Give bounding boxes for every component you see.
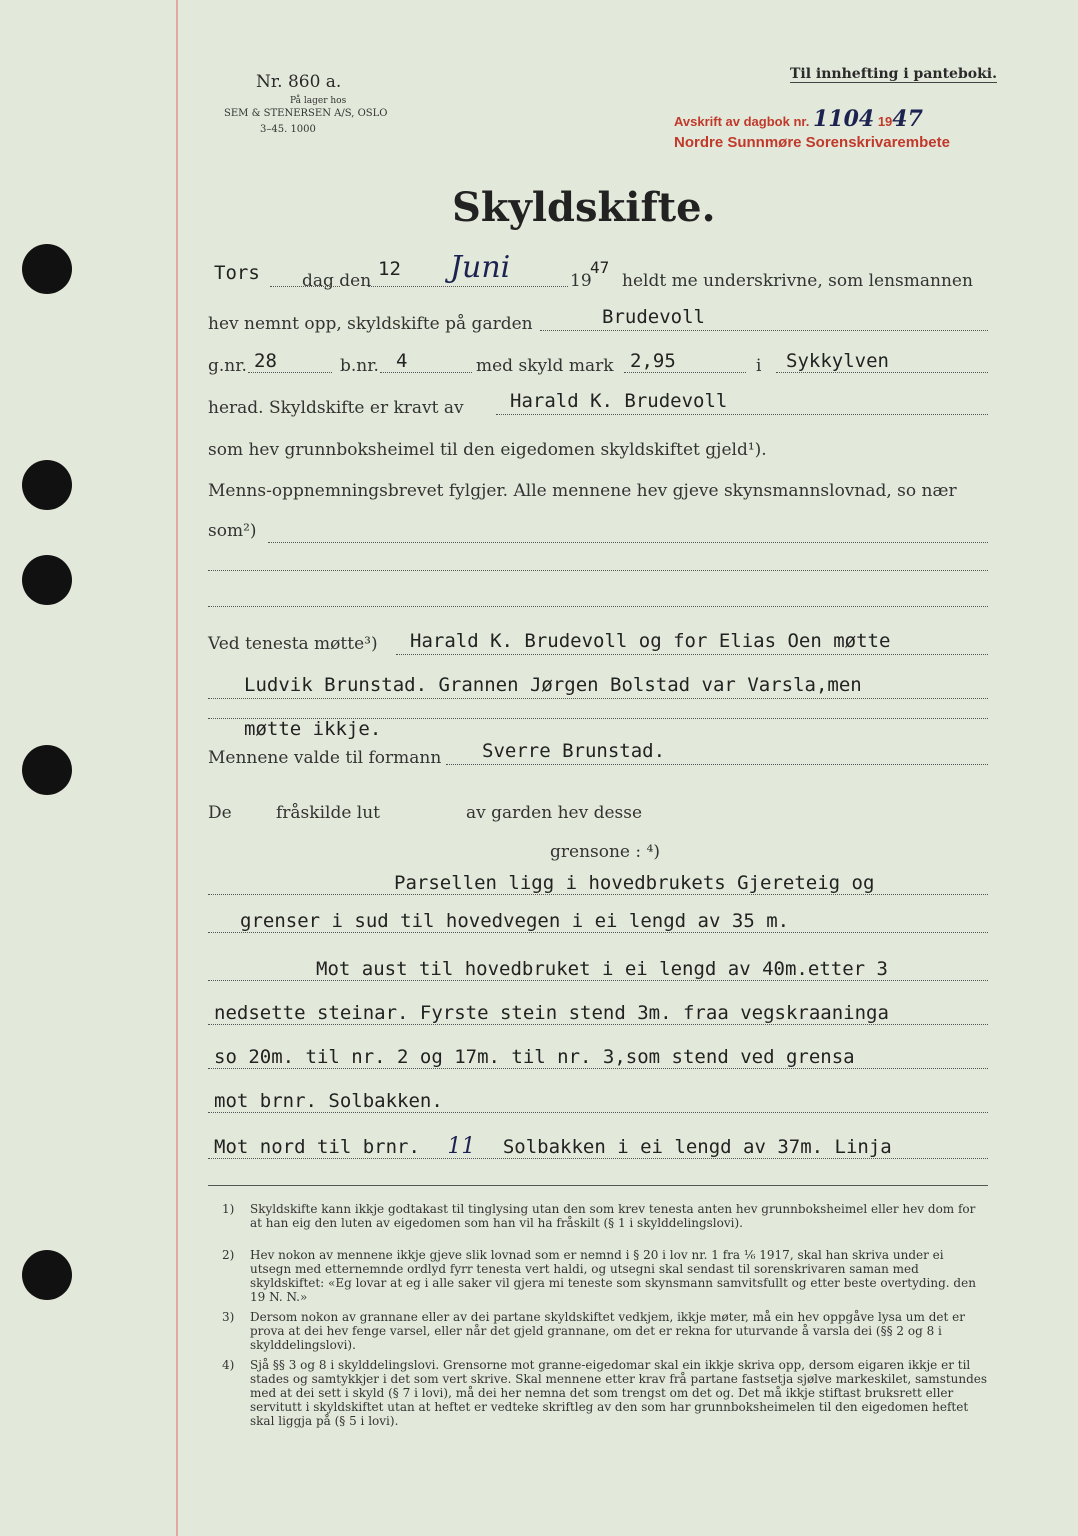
label: herad. Skyldskifte er kravt av bbox=[208, 398, 464, 418]
gnr-value: 28 bbox=[254, 350, 277, 372]
printer-line: På lager hos bbox=[290, 96, 347, 106]
boundary-line: grenser i sud til hovedvegen i ei lengd av 35 m. bbox=[240, 910, 790, 932]
label: grensone : ⁴) bbox=[550, 842, 660, 862]
footnote-2: Hev nokon av mennene ikkje gjeve slik lovnad som er nemnd i § 20 i lov nr. 1 fra ⅙ 1917, skal han skriva under ei utsegn med etternemnde ordlyd fyrr tenesta vert haldi, og utsegni skal sendast til sorenskrivaren saman med skyldskiftet: «Eg lovar at eg i alle saker vil gjera mi teneste som skynsmann samvitsfullt og etter beste overtyding. den 19 N. N.» bbox=[250, 1248, 976, 1304]
punch-hole bbox=[22, 244, 72, 294]
attendance-line: møtte ikkje. bbox=[244, 718, 382, 740]
label: dag den bbox=[302, 271, 372, 291]
chairman-name: Sverre Brunstad. bbox=[482, 740, 666, 762]
punch-hole bbox=[22, 745, 72, 795]
label: av garden hev desse bbox=[466, 803, 643, 823]
boundary-line: Mot nord til brnr. 11 Solbakken i ei lengd av 37m. Linja bbox=[214, 1134, 892, 1159]
label: De bbox=[208, 803, 232, 823]
footnote-marker: 3) bbox=[222, 1310, 235, 1324]
attendance-line: Harald K. Brudevoll og for Elias Oen møtte bbox=[410, 630, 891, 652]
label: 19 bbox=[570, 271, 592, 291]
label: som²) bbox=[208, 521, 257, 541]
label: Ved tenesta møtte³) bbox=[208, 634, 378, 654]
day-name: Tors bbox=[214, 262, 260, 284]
label: hev nemnt opp, skyldskifte på garden bbox=[208, 314, 533, 334]
year: 47 bbox=[590, 258, 610, 277]
label: fråskilde lut bbox=[276, 803, 381, 823]
label: g.nr. bbox=[208, 356, 247, 376]
attendance-line: Ludvik Brunstad. Grannen Jørgen Bolstad var Varsla,men bbox=[244, 674, 862, 696]
top-right-note: Til innhefting i panteboki. bbox=[790, 66, 997, 82]
page-title: Skyldskifte. bbox=[452, 184, 716, 231]
boundary-line: mot brnr. Solbakken. bbox=[214, 1090, 443, 1112]
boundary-line: Parsellen ligg i hovedbrukets Gjereteig og bbox=[394, 872, 875, 894]
label: Mennene valde til formann bbox=[208, 748, 442, 768]
label: b.nr. bbox=[340, 356, 379, 376]
text-line: som hev grunnboksheimel til den eigedomen skyldskiftet gjeld¹). bbox=[208, 440, 767, 460]
farm-name: Brudevoll bbox=[602, 306, 705, 328]
month: Juni bbox=[450, 250, 511, 285]
boundary-line: nedsette steinar. Fyrste stein stend 3m. fraa vegskraaninga bbox=[214, 1002, 889, 1024]
form-number: Nr. 860 a. bbox=[256, 72, 342, 92]
skyld-value: 2,95 bbox=[630, 350, 676, 372]
footnote-1: Skyldskifte kann ikkje godtakast til tinglysing utan den som krev tenesta anten hev grunnboksheimel eller hev dom for at han eig den luten av eigedomen som han vil ha fråskilt (§ 1 i skylddelingslovi). bbox=[250, 1202, 976, 1230]
bnr-value: 4 bbox=[396, 350, 408, 372]
printer-line: SEM & STENERSEN A/S, OSLO bbox=[224, 108, 388, 119]
footnote-3: Dersom nokon av grannane eller av dei partane skyldskiftet vedkjem, ikkje møter, må ein hev oppgåve lysa um det er prova at dei hev fenge varsel, eller når det gjeld grannane, om det er rekna for uturvande å varsla dei (§§ 2 og 8 i skylddelingslovi). bbox=[250, 1310, 965, 1352]
label: heldt me underskrivne, som lensmannen bbox=[622, 271, 973, 291]
herad-name: Sykkylven bbox=[786, 350, 889, 372]
footnote-marker: 1) bbox=[222, 1202, 235, 1216]
day-number: 12 bbox=[378, 258, 401, 280]
label: med skyld mark bbox=[476, 356, 614, 376]
text-line: Menns-oppnemningsbrevet fylgjer. Alle mennene hev gjeve skynsmannslovnad, so nær bbox=[208, 481, 957, 501]
footnote-marker: 2) bbox=[222, 1248, 235, 1262]
stamp-office: Nordre Sunnmøre Sorenskrivarembete bbox=[674, 134, 950, 151]
boundary-line: so 20m. til nr. 2 og 17m. til nr. 3,som stend ved grensa bbox=[214, 1046, 855, 1068]
punch-hole bbox=[22, 1250, 72, 1300]
margin-line bbox=[176, 0, 178, 1536]
stamp-dagbok: Avskrift av dagbok nr. 1104 1947 bbox=[674, 106, 923, 132]
punch-hole bbox=[22, 460, 72, 510]
requested-by: Harald K. Brudevoll bbox=[510, 390, 728, 412]
footnote-marker: 4) bbox=[222, 1358, 235, 1372]
boundary-line: Mot aust til hovedbruket i ei lengd av 40m.etter 3 bbox=[316, 958, 888, 980]
label: i bbox=[756, 356, 762, 376]
printer-line: 3–45. 1000 bbox=[260, 124, 316, 135]
footnote-4: Sjå §§ 3 og 8 i skylddelingslovi. Grensorne mot granne-eigedomar skal ein ikkje skriva opp, dersom eigaren ikkje er til stades og samtykkjer i det som vert skrive. Skal mennene etter krav frå partane fastsetja sjølve markeskilet, samstundes med at dei sett i skyld (§ 7 i lovi), må dei her nemna det som trengst om det og. Det må ikkje stiftast bruksrett eller servitutt i skyldskiftet utan at heftet er vedteke skriftleg av den som har grunnboksheimelen til den eigedomen heftet skal liggja på (§ 5 i lovi). bbox=[250, 1358, 988, 1428]
punch-hole bbox=[22, 555, 72, 605]
